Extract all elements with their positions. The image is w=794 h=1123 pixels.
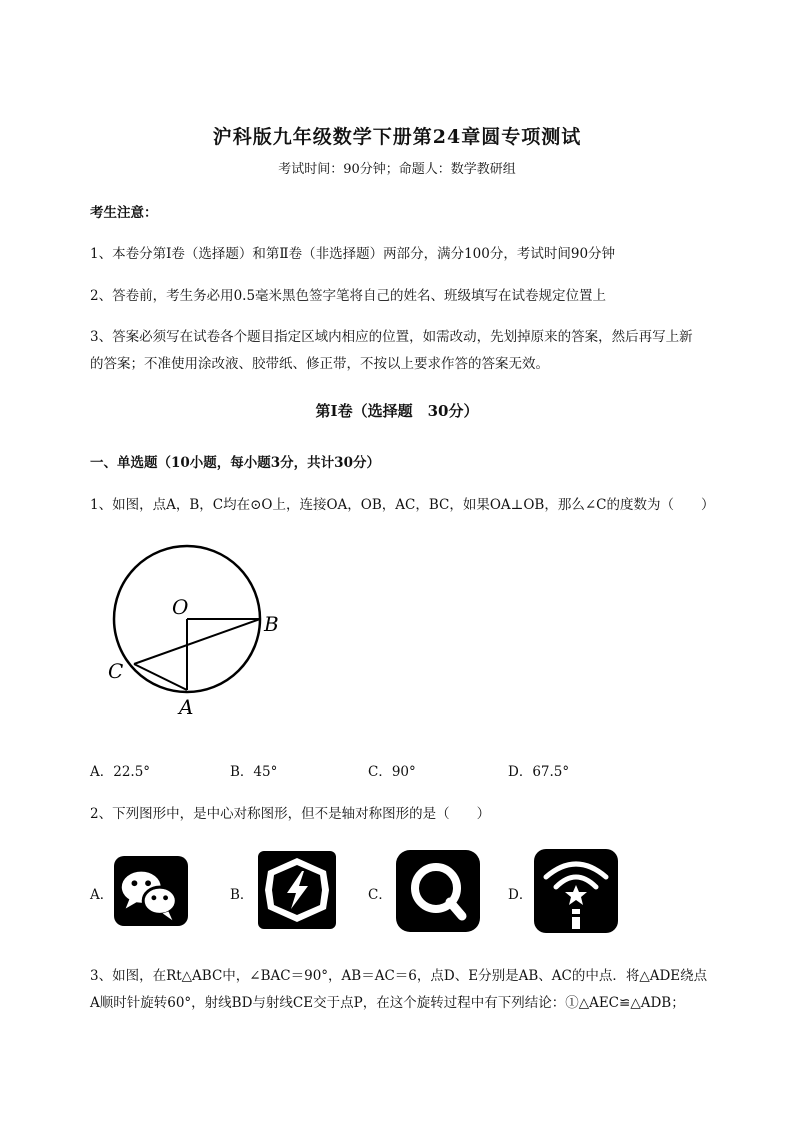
part1-title: 第I卷（选择题 30分） [315,402,479,420]
q1-option-d: D．67.5° [508,764,570,780]
question-3-line-1: 3、如图，在Rt△ABC中，∠BAC＝90°，AB＝AC＝6，点D、E分别是AB、AC的中点．将△ADE绕点 [90,968,708,984]
label-o: O [172,595,189,619]
notice-heading: 考生注意： [90,205,158,221]
q1-option-b: B．45° [230,764,278,780]
notice-item-2: 2、答卷前，考生务必用0.5毫米黑色签字笔将自己的姓名、班级填写在试卷规定位置上 [90,288,607,304]
notice-item-3: 3、答案必须写在试卷各个题目指定区域内相应的位置，如需改动，先划掉原来的答案，然后再写上新 [90,329,693,345]
lightning-icon [258,851,336,929]
exam-info: 考试时间：90分钟；命题人：数学教研组 [278,162,516,177]
q-search-icon [396,850,480,932]
section-heading: 一、单选题（10小题，每小题3分，共计30分） [90,455,380,471]
label-b: B [264,612,279,636]
page-title: 沪科版九年级数学下册第24章圆专项测试 [212,126,582,148]
q1-option-c: C．90° [368,764,416,780]
notice-item-3-continued: 的答案；不准使用涂改液、胶带纸、修正带，不按以上要求作答的答案无效。 [90,356,549,372]
segment-bc [134,619,260,664]
question-1-text: 1、如图，点A，B，C均在⊙O上，连接OA，OB，AC，BC，如果OA⊥OB，那么∠C的度数为（ ） [90,497,715,513]
q2-option-c-label: C． [368,887,392,903]
label-a: A [179,695,194,719]
label-c: C [108,659,124,683]
notice-item-1: 1、本卷分第I卷（选择题）和第Ⅱ卷（非选择题）两部分，满分100分，考试时间90分钟 [90,246,616,262]
wechat-icon [114,856,188,926]
question-3-line-2: A顺时针旋转60°，射线BD与射线CE交于点P，在这个旋转过程中有下列结论：①△AEC≌△ADB； [90,995,685,1011]
circle-figure [100,540,300,720]
q2-option-a-label: A． [90,887,114,903]
question-2-text: 2、下列图形中，是中心对称图形，但不是轴对称图形的是（ ） [90,806,491,822]
q2-option-b-label: B． [230,887,254,903]
q1-option-a: A．22.5° [90,764,151,780]
wifi-icon [534,849,618,933]
q2-option-d-label: D． [508,887,533,903]
